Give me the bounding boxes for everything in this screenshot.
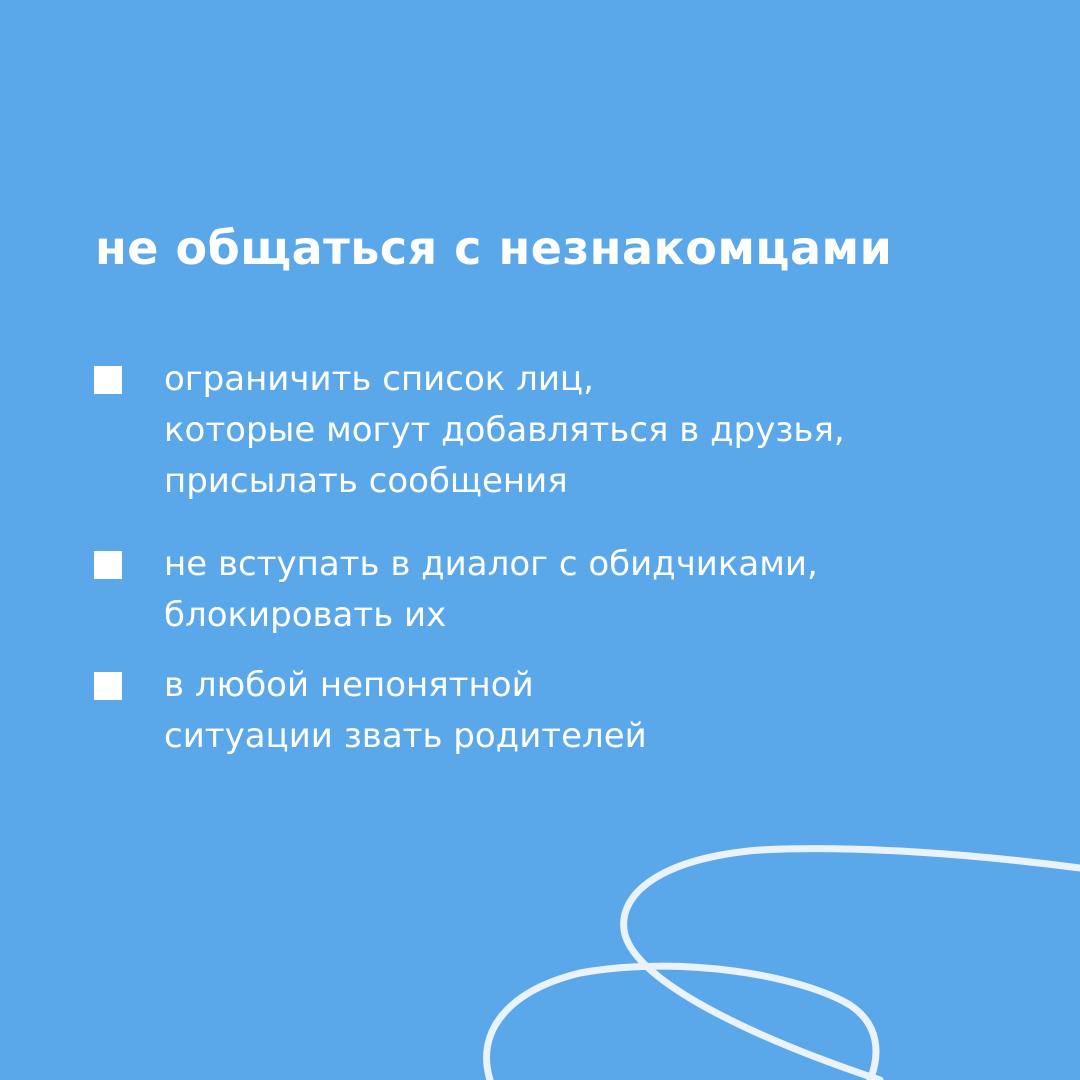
slide-title: не общаться с незнакомцами (95, 221, 893, 275)
tip-text: не вступать в диалог с обидчиками, блокировать их (164, 544, 818, 635)
tip-text: ограничить список лиц, которые могут добавляться в друзья, присылать сообщения (164, 359, 845, 501)
decorative-loop-line-lower (487, 966, 876, 1080)
tip-text: в любой непонятной ситуации звать родителей (164, 665, 647, 756)
